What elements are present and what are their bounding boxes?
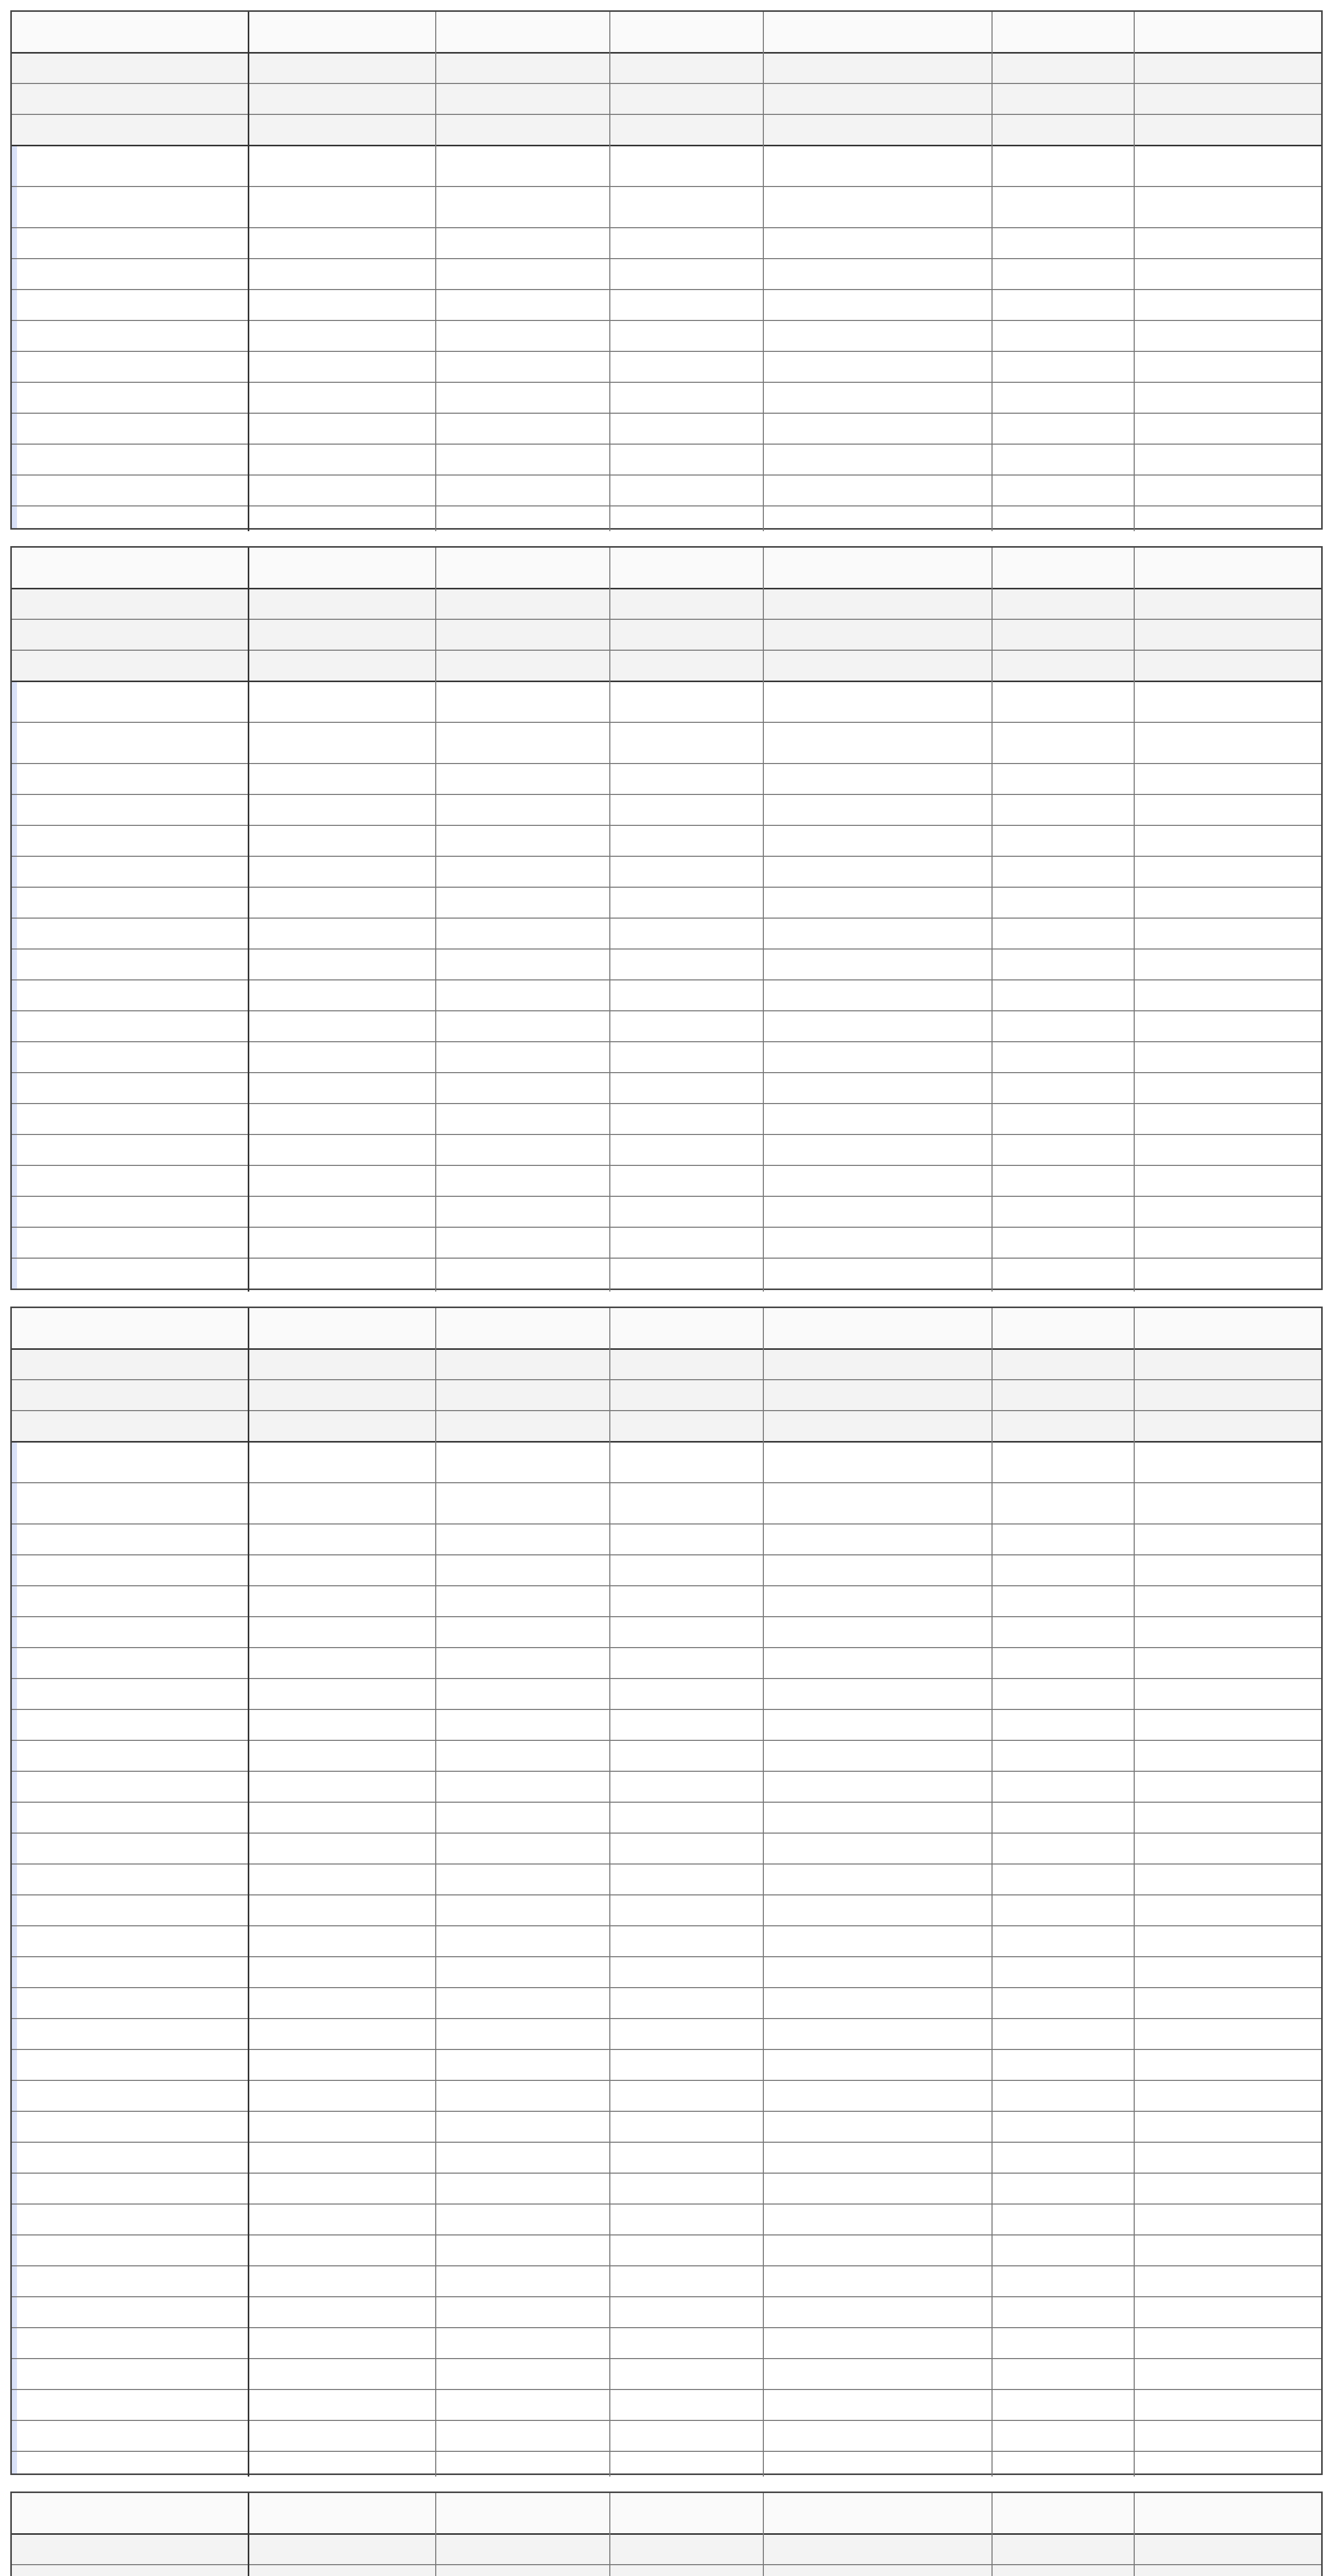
schedule-section [10, 1307, 1323, 2475]
section-header-band [12, 1348, 1321, 1441]
section-title-band [12, 548, 1321, 588]
section-header-band [12, 52, 1321, 145]
section-header-band [12, 2533, 1321, 2576]
section-title-band [12, 12, 1321, 52]
schedule-section [10, 2492, 1323, 2576]
schedule-document [10, 10, 1323, 2576]
section-title-band [12, 2493, 1321, 2533]
section-title-band [12, 1308, 1321, 1348]
schedule-section [10, 10, 1323, 530]
section-header-band [12, 588, 1321, 681]
schedule-section [10, 546, 1323, 1290]
